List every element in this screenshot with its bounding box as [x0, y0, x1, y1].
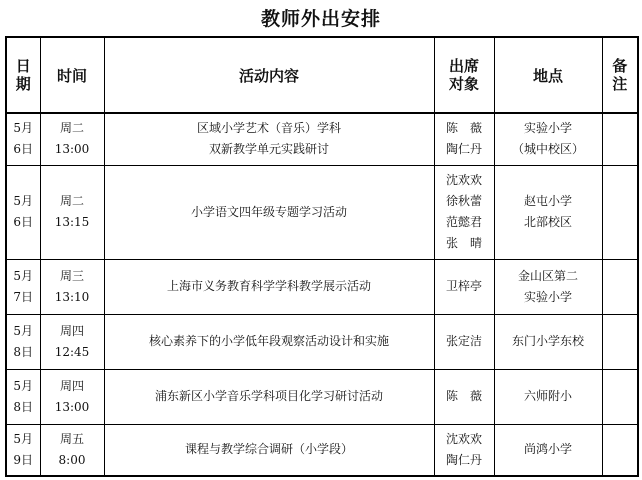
note-cell: [602, 424, 638, 476]
activity-cell: 小学语文四年级专题学习活动: [104, 165, 434, 259]
schedule-table: [5, 36, 639, 477]
attendees-cell: 沈欢欢 徐秋蕾 范懿君 张 晴: [434, 165, 494, 259]
table-row: [6, 424, 638, 476]
activity-cell: 区域小学艺术（音乐）学科 双新教学单元实践研讨: [104, 113, 434, 165]
table-row: [6, 314, 638, 369]
location-cell: 赵屯小学 北部校区: [494, 165, 602, 259]
date-cell: 5月 8日: [6, 369, 40, 424]
date-cell: 5月 6日: [6, 165, 40, 259]
table-row: [6, 259, 638, 314]
header-location: 地点: [494, 37, 602, 113]
attendees-cell: 陈 薇 陶仁丹: [434, 113, 494, 165]
header-attendees: 出席 对象: [434, 37, 494, 113]
note-cell: [602, 314, 638, 369]
date-cell: 5月 6日: [6, 113, 40, 165]
note-cell: [602, 259, 638, 314]
note-cell: [602, 113, 638, 165]
header-date: 日 期: [6, 37, 40, 113]
time-cell: 周三 13:10: [40, 259, 104, 314]
date-cell: 5月 9日: [6, 424, 40, 476]
time-cell: 周五 8:00: [40, 424, 104, 476]
time-cell: 周二 13:00: [40, 113, 104, 165]
date-cell: 5月 7日: [6, 259, 40, 314]
attendees-cell: 沈欢欢 陶仁丹: [434, 424, 494, 476]
activity-cell: 上海市义务教育科学学科教学展示活动: [104, 259, 434, 314]
note-cell: [602, 165, 638, 259]
table-row: [6, 113, 638, 165]
header-row: [6, 37, 638, 113]
note-cell: [602, 369, 638, 424]
activity-cell: 课程与教学综合调研（小学段）: [104, 424, 434, 476]
time-cell: 周四 12:45: [40, 314, 104, 369]
page-title: 教师外出安排: [260, 8, 381, 30]
table-row: [6, 165, 638, 259]
time-cell: 周四 13:00: [40, 369, 104, 424]
time-cell: 周二 13:15: [40, 165, 104, 259]
location-cell: 六师附小: [494, 369, 602, 424]
attendees-cell: 陈 薇: [434, 369, 494, 424]
location-cell: 金山区第二 实验小学: [494, 259, 602, 314]
header-notes: 备 注: [602, 37, 638, 113]
location-cell: 尚鸿小学: [494, 424, 602, 476]
attendees-cell: 张定洁: [434, 314, 494, 369]
header-time: 时间: [40, 37, 104, 113]
date-cell: 5月 8日: [6, 314, 40, 369]
table-row: [6, 369, 638, 424]
location-cell: 东门小学东校: [494, 314, 602, 369]
header-activity: 活动内容: [104, 37, 434, 113]
location-cell: 实验小学 （城中校区）: [494, 113, 602, 165]
activity-cell: 浦东新区小学音乐学科项目化学习研讨活动: [104, 369, 434, 424]
activity-cell: 核心素养下的小学低年段观察活动设计和实施: [104, 314, 434, 369]
attendees-cell: 卫梓亭: [434, 259, 494, 314]
